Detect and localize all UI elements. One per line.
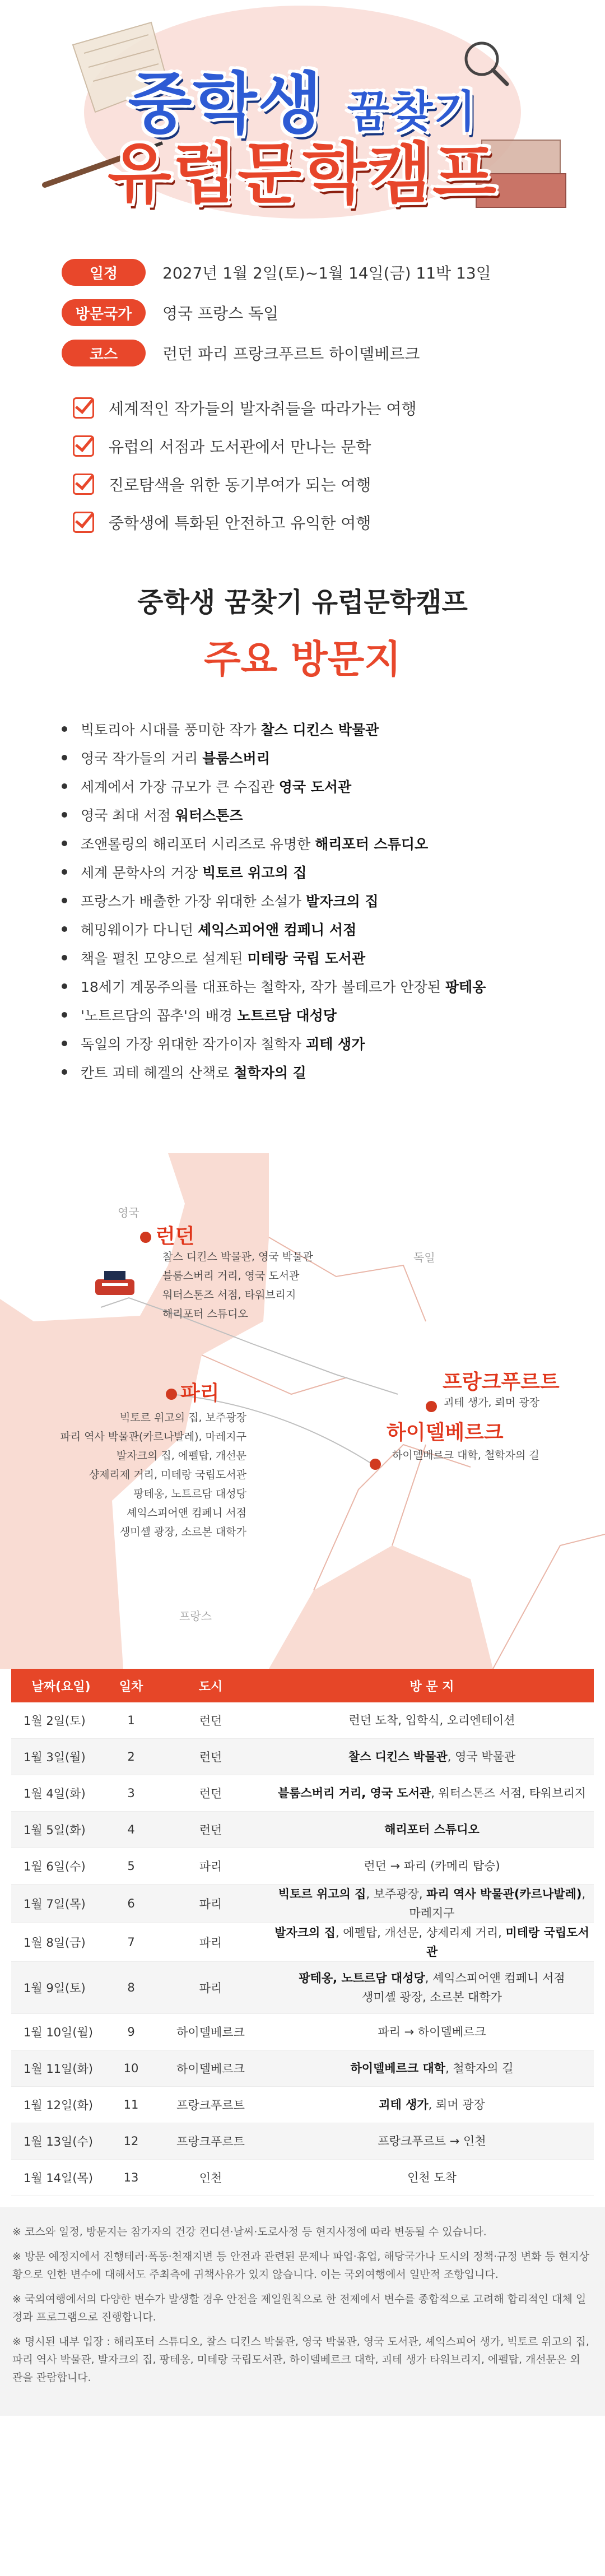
visit-text: , 영국 박물관	[447, 1750, 516, 1763]
london-desc: 찰스 디킨스 박물관, 영국 박물관 블룸스버리 거리, 영국 도서관 워터스톤즈 서점, 타워브리지 해리포터 스튜디오	[162, 1251, 313, 1320]
cell-city: 하이델베르크	[151, 2050, 270, 2087]
info-label: 일정	[62, 259, 146, 286]
feature-checklist	[0, 373, 605, 541]
cell-date: 1월 13일(수)	[11, 2123, 111, 2160]
place-item: 헤밍웨이가 다니던 셰익스피어앤 컴페니 서점	[62, 915, 605, 943]
checkbox-icon	[73, 435, 94, 457]
cell-visit	[270, 2123, 594, 2160]
cell-city: 하이델베르크	[151, 2014, 270, 2050]
visit-text: , 에펠탑, 개선문, 샹제리제 거리,	[335, 1926, 506, 1939]
cell-day: 2	[111, 1739, 151, 1775]
cell-date: 1월 7일(목)	[11, 1885, 111, 1923]
table-row	[11, 1702, 594, 1739]
cell-date: 1월 12일(화)	[11, 2087, 111, 2123]
column-header: 날짜(요일)	[11, 1669, 111, 1702]
hero-title-line2: 유럽문학캠프	[108, 135, 497, 212]
visit-highlight: 발자크의 집	[274, 1926, 336, 1939]
info-row-course	[62, 333, 605, 373]
cell-day: 9	[111, 2014, 151, 2050]
cell-city: 인천	[151, 2160, 270, 2196]
cell-day: 12	[111, 2123, 151, 2160]
table-row	[11, 1923, 594, 1962]
place-item: 조앤롤링의 해리포터 시리즈로 유명한 해리포터 스튜디오	[62, 829, 605, 857]
cell-city: 런던	[151, 1775, 270, 1812]
info-value: 2027년 1월 2일(토)~1월 14일(금) 11박 13일	[162, 264, 491, 282]
city-frankfurt: 프랑크푸르트	[443, 1371, 560, 1394]
cell-visit	[270, 2014, 594, 2050]
cell-day: 7	[111, 1923, 151, 1962]
note-item: ※ 명시된 내부 입장 : 해리포터 스튜디오, 찰스 디킨스 박물관, 영국 박물관, 영국 도서관, 셰익스피어 생가, 빅토르 위고의 집, 파리 역사 박물관, 발자크의 집, 팡테옹, 미테랑 국립도서관, 하이델베르크 대학, 괴테 생가 타워브리지, 에펠탑, 개선문은 외관을 관람합니다.	[12, 2336, 589, 2384]
country-label: 프랑스	[179, 1609, 212, 1623]
cell-date: 1월 8일(금)	[11, 1923, 111, 1962]
place-item: 영국 작가들의 거리 블룸스버리	[62, 743, 605, 772]
cell-day: 6	[111, 1885, 151, 1923]
cell-visit	[270, 1848, 594, 1885]
notes-box	[0, 2207, 605, 2416]
column-header: 일차	[111, 1669, 151, 1702]
table-row	[11, 1848, 594, 1885]
visit-text: , 철학자의 길	[445, 2062, 514, 2075]
heading-title: 주요 방문지	[203, 638, 402, 682]
table-row	[11, 2014, 594, 2050]
column-header: 방 문 지	[270, 1669, 594, 1702]
cell-day: 8	[111, 1962, 151, 2014]
table-row	[11, 1812, 594, 1848]
visit-text: 파리 → 하이델베르크	[378, 2025, 486, 2039]
cell-city: 파리	[151, 1962, 270, 2014]
place-item: 칸트 괴테 헤겔의 산책로 철학자의 길	[62, 1057, 605, 1086]
cell-day: 13	[111, 2160, 151, 2196]
info-value: 런던 파리 프랑크푸르트 하이델베르크	[162, 345, 420, 363]
place-item: 빅토리아 시대를 풍미한 작가 찰스 디킨스 박물관	[62, 714, 605, 743]
info-label: 코스	[62, 340, 146, 366]
city-heidelberg: 하이델베르크	[387, 1421, 504, 1444]
cell-visit	[270, 1739, 594, 1775]
country-label: 독일	[413, 1251, 435, 1264]
place-item: '노트르담의 꼽추'의 배경 노트르담 대성당	[62, 1000, 605, 1029]
checkbox-icon	[73, 512, 94, 533]
frankfurt-desc: 괴테 생가, 뢰머 광장	[444, 1396, 539, 1409]
visit-highlight: 하이델베르크 대학	[350, 2062, 446, 2075]
cell-city: 파리	[151, 1885, 270, 1923]
cell-date: 1월 6일(수)	[11, 1848, 111, 1885]
visit-highlight: 팡테옹, 노트르담 대성당	[299, 1971, 425, 1985]
info-label: 방문국가	[62, 299, 146, 326]
check-item: 중학생에 특화된 안전하고 유익한 여행	[73, 503, 605, 541]
info-row-countries	[62, 293, 605, 333]
paris-marker	[166, 1389, 177, 1400]
section-heading	[0, 541, 605, 684]
note-item: ※ 코스와 일정, 방문지는 참가자의 건강 컨디션·날씨·도로사정 등 현지사정에 따라 변동될 수 있습니다.	[12, 2226, 487, 2238]
table-row	[11, 1885, 594, 1923]
city-london: 런던	[156, 1225, 195, 1248]
table-row	[11, 2050, 594, 2087]
hero-title-line1: 중학생 꿈찾기	[128, 65, 477, 142]
trip-info	[0, 241, 605, 373]
cell-date: 1월 9일(토)	[11, 1962, 111, 2014]
cell-city: 프랑크푸르트	[151, 2123, 270, 2160]
country-label: 영국	[118, 1206, 139, 1219]
visit-text: , 워터스톤즈 서점, 타워브리지	[431, 1786, 587, 1800]
visit-highlight: 파리 역사 박물관(카르나발레)	[426, 1887, 582, 1901]
frankfurt-marker	[426, 1401, 437, 1412]
visit-text: 생미셸 광장, 소르본 대학가	[362, 1990, 502, 2004]
note-item: ※ 방문 예정지에서 진행테러·폭동·천재지변 등 안전과 관련된 문제나 파업·휴업, 해당국가나 도시의 정책·규정 변화 등 현지상황으로 인한 변수에 대해서도 주최측에 귀책사유가 있지 않습니다. 이는 국외여행에서 일반적 조항입니다.	[12, 2250, 590, 2281]
heidelberg-marker	[370, 1459, 381, 1470]
column-header: 도시	[151, 1669, 270, 1702]
visit-text: 런던 도착, 입학식, 오리엔테이션	[348, 1714, 515, 1727]
visit-text: , 마레지구	[409, 1887, 586, 1920]
place-item: 독일의 가장 위대한 작가이자 철학자 괴테 생가	[62, 1029, 605, 1057]
visit-highlight: 블룸스버리 거리, 영국 도서관	[277, 1786, 431, 1800]
cell-date: 1월 11일(화)	[11, 2050, 111, 2087]
place-item: 세계에서 가장 규모가 큰 수집관 영국 도서관	[62, 772, 605, 800]
table-row	[11, 1962, 594, 2014]
visit-highlight: 미테랑 국립도서관	[426, 1926, 589, 1958]
cell-visit	[270, 1962, 594, 2014]
table-row	[11, 2087, 594, 2123]
heidelberg-desc: 하이델베르크 대학, 철학자의 길	[392, 1449, 539, 1461]
cell-city: 프랑크푸르트	[151, 2087, 270, 2123]
cell-day: 1	[111, 1702, 151, 1739]
cell-day: 5	[111, 1848, 151, 1885]
visit-text: , 보주광장,	[366, 1887, 427, 1901]
checkbox-icon	[73, 397, 94, 419]
heading-subtitle: 중학생 꿈찾기 유럽문학캠프	[137, 587, 468, 618]
cell-visit	[270, 1812, 594, 1848]
hero-banner	[0, 0, 605, 241]
place-item: 프랑스가 배출한 가장 위대한 소설가 발자크의 집	[62, 886, 605, 915]
cell-visit	[270, 1702, 594, 1739]
cell-visit	[270, 1885, 594, 1923]
visit-highlight: 찰스 디킨스 박물관	[348, 1750, 448, 1763]
place-item: 영국 최대 서점 워터스톤즈	[62, 800, 605, 829]
visit-highlight: 괴테 생가	[379, 2098, 429, 2111]
visit-text: 런던 → 파리 (카메리 탑승)	[364, 1859, 500, 1873]
info-row-schedule	[62, 252, 605, 293]
city-paris: 파리	[180, 1382, 220, 1405]
cell-day: 4	[111, 1812, 151, 1848]
check-item: 세계적인 작가들의 발자취들을 따라가는 여행	[73, 389, 605, 427]
cell-date: 1월 5일(화)	[11, 1812, 111, 1848]
visit-text: 프랑크푸르트 → 인천	[378, 2134, 486, 2148]
cell-visit	[270, 2087, 594, 2123]
place-item: 세계 문학사의 거장 빅토르 위고의 집	[62, 857, 605, 886]
check-item: 진로탐색을 위한 동기부여가 되는 여행	[73, 465, 605, 503]
cell-city: 파리	[151, 1848, 270, 1885]
cell-date: 1월 3일(월)	[11, 1739, 111, 1775]
visit-text: , 셰익스피어앤 컴페니 서점	[425, 1971, 565, 1985]
place-item: 18세기 계몽주의를 대표하는 철학자, 작가 볼테르가 안장된 팡테옹	[62, 972, 605, 1000]
check-item: 유럽의 서점과 도서관에서 만나는 문학	[73, 427, 605, 465]
checkbox-icon	[73, 474, 94, 495]
table-header-row	[11, 1669, 594, 1702]
cell-visit	[270, 2160, 594, 2196]
route-map	[0, 1153, 605, 1669]
schedule-table	[11, 1669, 594, 2196]
cell-date: 1월 14일(목)	[11, 2160, 111, 2196]
info-value: 영국 프랑스 독일	[162, 304, 279, 323]
cell-day: 3	[111, 1775, 151, 1812]
note-item: ※ 국외여행에서의 다양한 변수가 발생할 경우 안전을 제일원칙으로 한 전제에서 변수를 종합적으로 고려해 합리적인 대체 일정과 프로그램으로 진행합니다.	[12, 2293, 587, 2323]
cell-city: 파리	[151, 1923, 270, 1962]
cell-date: 1월 2일(토)	[11, 1702, 111, 1739]
visit-highlight: 해리포터 스튜디오	[384, 1823, 480, 1836]
cell-city: 런던	[151, 1739, 270, 1775]
schedule-body	[11, 1702, 594, 2196]
table-row	[11, 2160, 594, 2196]
hero-title-sub: 꿈찾기	[347, 87, 477, 137]
cell-date: 1월 10일(월)	[11, 2014, 111, 2050]
place-list	[62, 714, 605, 1086]
cell-day: 11	[111, 2087, 151, 2123]
cell-visit	[270, 1923, 594, 1962]
table-row	[11, 1739, 594, 1775]
visit-text: , 뢰머 광장	[428, 2098, 485, 2111]
london-marker	[140, 1232, 151, 1243]
cell-city: 런던	[151, 1702, 270, 1739]
place-item: 책을 펼친 모양으로 설계된 미테랑 국립 도서관	[62, 943, 605, 972]
cell-city: 런던	[151, 1812, 270, 1848]
visit-text: 인천 도착	[407, 2171, 457, 2184]
paris-desc: 빅토르 위고의 집, 보주광장 파리 역사 박물관(카르나발레), 마레지구 발자크의 집, 에펠탑, 개선문 샹제리제 거리, 미테랑 국립도서관 팡테옹, 노트르담 대성당 셰익스피어앤 컴페니 서점 생미셸 광장, 소르본 대학가	[60, 1412, 246, 1538]
cell-visit	[270, 1775, 594, 1812]
cell-date: 1월 4일(화)	[11, 1775, 111, 1812]
table-row	[11, 1775, 594, 1812]
cell-day: 10	[111, 2050, 151, 2087]
table-row	[11, 2123, 594, 2160]
cell-visit	[270, 2050, 594, 2087]
visit-highlight: 빅토르 위고의 집	[278, 1887, 366, 1901]
